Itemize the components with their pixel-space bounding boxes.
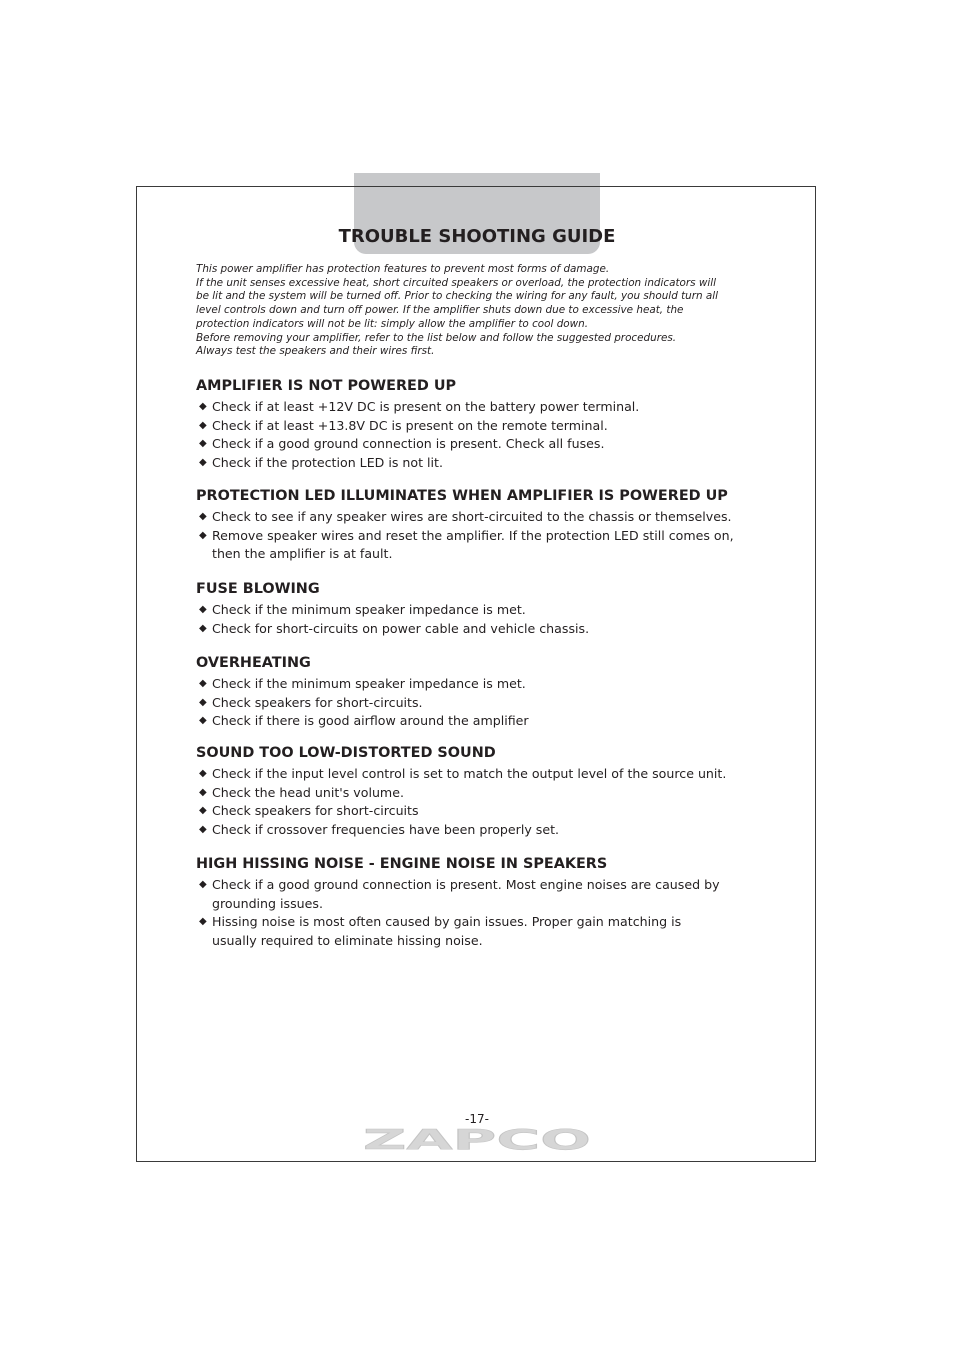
checklist-item	[196, 454, 796, 473]
diamond-bullet-icon: ◆	[199, 805, 207, 817]
diamond-bullet-icon: ◆	[199, 823, 207, 835]
intro-line: If the unit senses excessive heat, short circuited speakers or overload, the protection indicators will	[196, 276, 717, 289]
diamond-bullet-icon: ◆	[199, 879, 207, 890]
diamond-bullet-icon: ◆	[199, 786, 207, 798]
diamond-bullet-icon: ◆	[199, 511, 207, 522]
checklist-item-text: Remove speaker wires and reset the amplifier. If the protection LED still comes on,	[212, 527, 734, 543]
checklist-item-text: then the amplifier is at fault.	[212, 546, 393, 562]
diamond-bullet-icon: ◆	[199, 622, 207, 634]
section-heading: FUSE BLOWING	[196, 581, 320, 597]
checklist-item	[196, 435, 796, 454]
checklist-item-text: Check if there is good airflow around the amplifier	[212, 713, 529, 729]
section	[196, 654, 796, 731]
checklist-item	[196, 821, 796, 840]
page-title: TROUBLE SHOOTING GUIDE	[338, 226, 616, 247]
checklist-item	[196, 876, 796, 895]
checklist-item-text: Check for short-circuits on power cable and vehicle chassis.	[212, 620, 590, 636]
section	[196, 855, 796, 950]
intro-line: Always test the speakers and their wires first.	[196, 345, 435, 358]
checklist-item-text: Check if at least +12V DC is present on the battery power terminal.	[212, 399, 640, 414]
checklist-item	[196, 398, 796, 417]
checklist-item-continuation	[196, 895, 796, 914]
intro-line: be lit and the system will be turned off. Prior to checking the wiring for any fault, you should turn all	[196, 290, 719, 303]
checklist-item-text: Check if the input level control is set to match the output level of the source unit.	[212, 766, 727, 781]
section	[196, 487, 796, 564]
checklist-item-continuation	[196, 932, 796, 951]
checklist-item-text: Check the head unit's volume.	[212, 784, 404, 800]
checklist-item-text: Check to see if any speaker wires are short-circuited to the chassis or themselves.	[212, 509, 732, 524]
checklist-item	[196, 620, 796, 639]
checklist	[196, 601, 796, 638]
checklist-item	[196, 913, 796, 932]
checklist-item-text: usually required to eliminate hissing noise.	[212, 932, 483, 948]
checklist-item-text: Check if the minimum speaker impedance is met.	[212, 602, 526, 617]
section	[196, 744, 796, 839]
diamond-bullet-icon: ◆	[199, 604, 207, 615]
diamond-bullet-icon: ◆	[199, 529, 207, 541]
section-heading: SOUND TOO LOW-DISTORTED SOUND	[196, 745, 496, 761]
checklist-item-text: Check if crossover frequencies have been properly set.	[212, 821, 560, 837]
intro-paragraph	[196, 263, 776, 359]
diamond-bullet-icon: ◆	[199, 401, 207, 412]
checklist-item-text: Check if at least +13.8V DC is present on the remote terminal.	[212, 417, 608, 433]
checklist-item-text: Check if the protection LED is not lit.	[212, 454, 443, 470]
checklist	[196, 876, 796, 950]
diamond-bullet-icon: ◆	[199, 696, 207, 708]
diamond-bullet-icon: ◆	[199, 438, 207, 450]
checklist-item	[196, 712, 796, 731]
checklist-item	[196, 527, 796, 546]
checklist-item-text: Check if the minimum speaker impedance is met.	[212, 676, 526, 691]
checklist-item-text: Check if a good ground connection is present. Check all fuses.	[212, 436, 605, 452]
section	[196, 580, 796, 638]
checklist-item	[196, 784, 796, 803]
intro-line: protection indicators will not be lit: simply allow the amplifier to cool down.	[196, 317, 589, 330]
checklist-item-text: grounding issues.	[212, 895, 323, 911]
checklist-item	[196, 601, 796, 620]
section	[196, 377, 796, 472]
checklist	[196, 508, 796, 564]
section-heading: AMPLIFIER IS NOT POWERED UP	[196, 378, 457, 394]
checklist-item-text: Check speakers for short-circuits	[212, 803, 419, 819]
diamond-bullet-icon: ◆	[199, 768, 207, 779]
diamond-bullet-icon: ◆	[199, 456, 207, 468]
checklist	[196, 398, 796, 472]
checklist-item	[196, 802, 796, 821]
checklist-item	[196, 765, 796, 784]
logo-text: ZAPCO	[363, 1127, 591, 1153]
checklist-item	[196, 417, 796, 436]
intro-line: level controls down and turn off power. If the amplifier shuts down due to excessive heat, the	[196, 304, 684, 317]
page-number: -17-	[465, 1112, 489, 1126]
zapco-logo	[361, 1127, 593, 1153]
checklist-item	[196, 675, 796, 694]
checklist-item	[196, 508, 796, 527]
checklist-item	[196, 694, 796, 713]
section-heading: OVERHEATING	[196, 655, 311, 671]
checklist-item-continuation	[196, 545, 796, 564]
section-heading: PROTECTION LED ILLUMINATES WHEN AMPLIFIER IS POWERED UP	[196, 488, 728, 504]
checklist-item-text: Check if a good ground connection is present. Most engine noises are caused by	[212, 877, 720, 892]
checklist	[196, 765, 796, 839]
intro-line: Before removing your amplifier, refer to the list below and follow the suggested procedures.	[196, 331, 677, 344]
section-heading: HIGH HISSING NOISE - ENGINE NOISE IN SPEAKERS	[196, 856, 608, 872]
checklist	[196, 675, 796, 731]
diamond-bullet-icon: ◆	[199, 916, 207, 928]
diamond-bullet-icon: ◆	[199, 715, 207, 727]
diamond-bullet-icon: ◆	[199, 419, 207, 431]
intro-line: This power amplifier has protection features to prevent most forms of damage.	[196, 263, 610, 275]
checklist-item-text: Hissing noise is most often caused by gain issues. Proper gain matching is	[212, 914, 682, 930]
checklist-item-text: Check speakers for short-circuits.	[212, 694, 423, 710]
diamond-bullet-icon: ◆	[199, 678, 207, 689]
